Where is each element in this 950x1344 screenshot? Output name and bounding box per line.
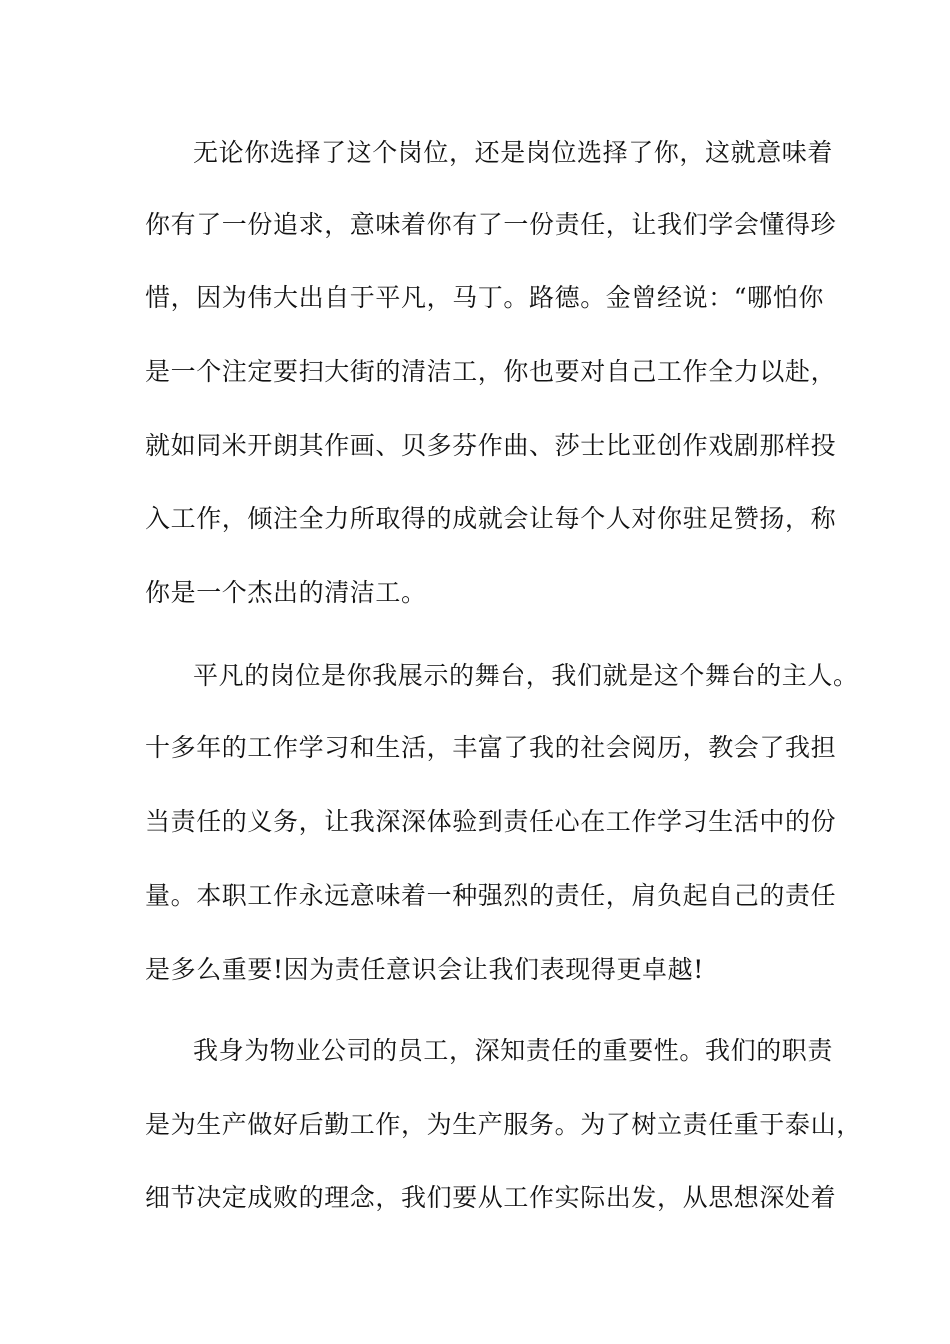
text-line: 我身为物业公司的员工，深知责任的重要性。我们的职责: [193, 1036, 834, 1065]
text-line: 入工作，倾注全力所取得的成就会让每个人对你驻足赞扬，称: [145, 504, 837, 533]
text-line: 惜，因为伟大出自于平凡，马丁。路德。金曾经说：“哪怕你: [145, 283, 824, 312]
text-line: 量。本职工作永远意味着一种强烈的责任，肩负起自己的责任: [145, 881, 837, 910]
text-line: 是多么重要!因为责任意识会让我们表现得更卓越!: [145, 955, 704, 984]
text-line: 无论你选择了这个岗位，还是岗位选择了你，这就意味着: [193, 138, 834, 167]
text-line: 细节决定成败的理念，我们要从工作实际出发，从思想深处着: [145, 1183, 837, 1212]
text-line: 是为生产做好后勤工作，为生产服务。为了树立责任重于泰山，: [145, 1110, 862, 1139]
text-line: 十多年的工作学习和生活，丰富了我的社会阅历，教会了我担: [145, 733, 837, 762]
text-line: 你有了一份追求，意味着你有了一份责任，让我们学会懂得珍: [145, 210, 837, 239]
text-line: 平凡的岗位是你我展示的舞台，我们就是这个舞台的主人。: [193, 661, 859, 690]
text-line: 你是一个杰出的清洁工。: [145, 578, 427, 607]
text-line: 是一个注定要扫大街的清洁工，你也要对自己工作全力以赴，: [145, 357, 837, 386]
text-line: 就如同米开朗其作画、贝多芬作曲、莎士比亚创作戏剧那样投: [145, 431, 837, 460]
text-line: 当责任的义务，让我深深体验到责任心在工作学习生活中的份: [145, 807, 837, 836]
